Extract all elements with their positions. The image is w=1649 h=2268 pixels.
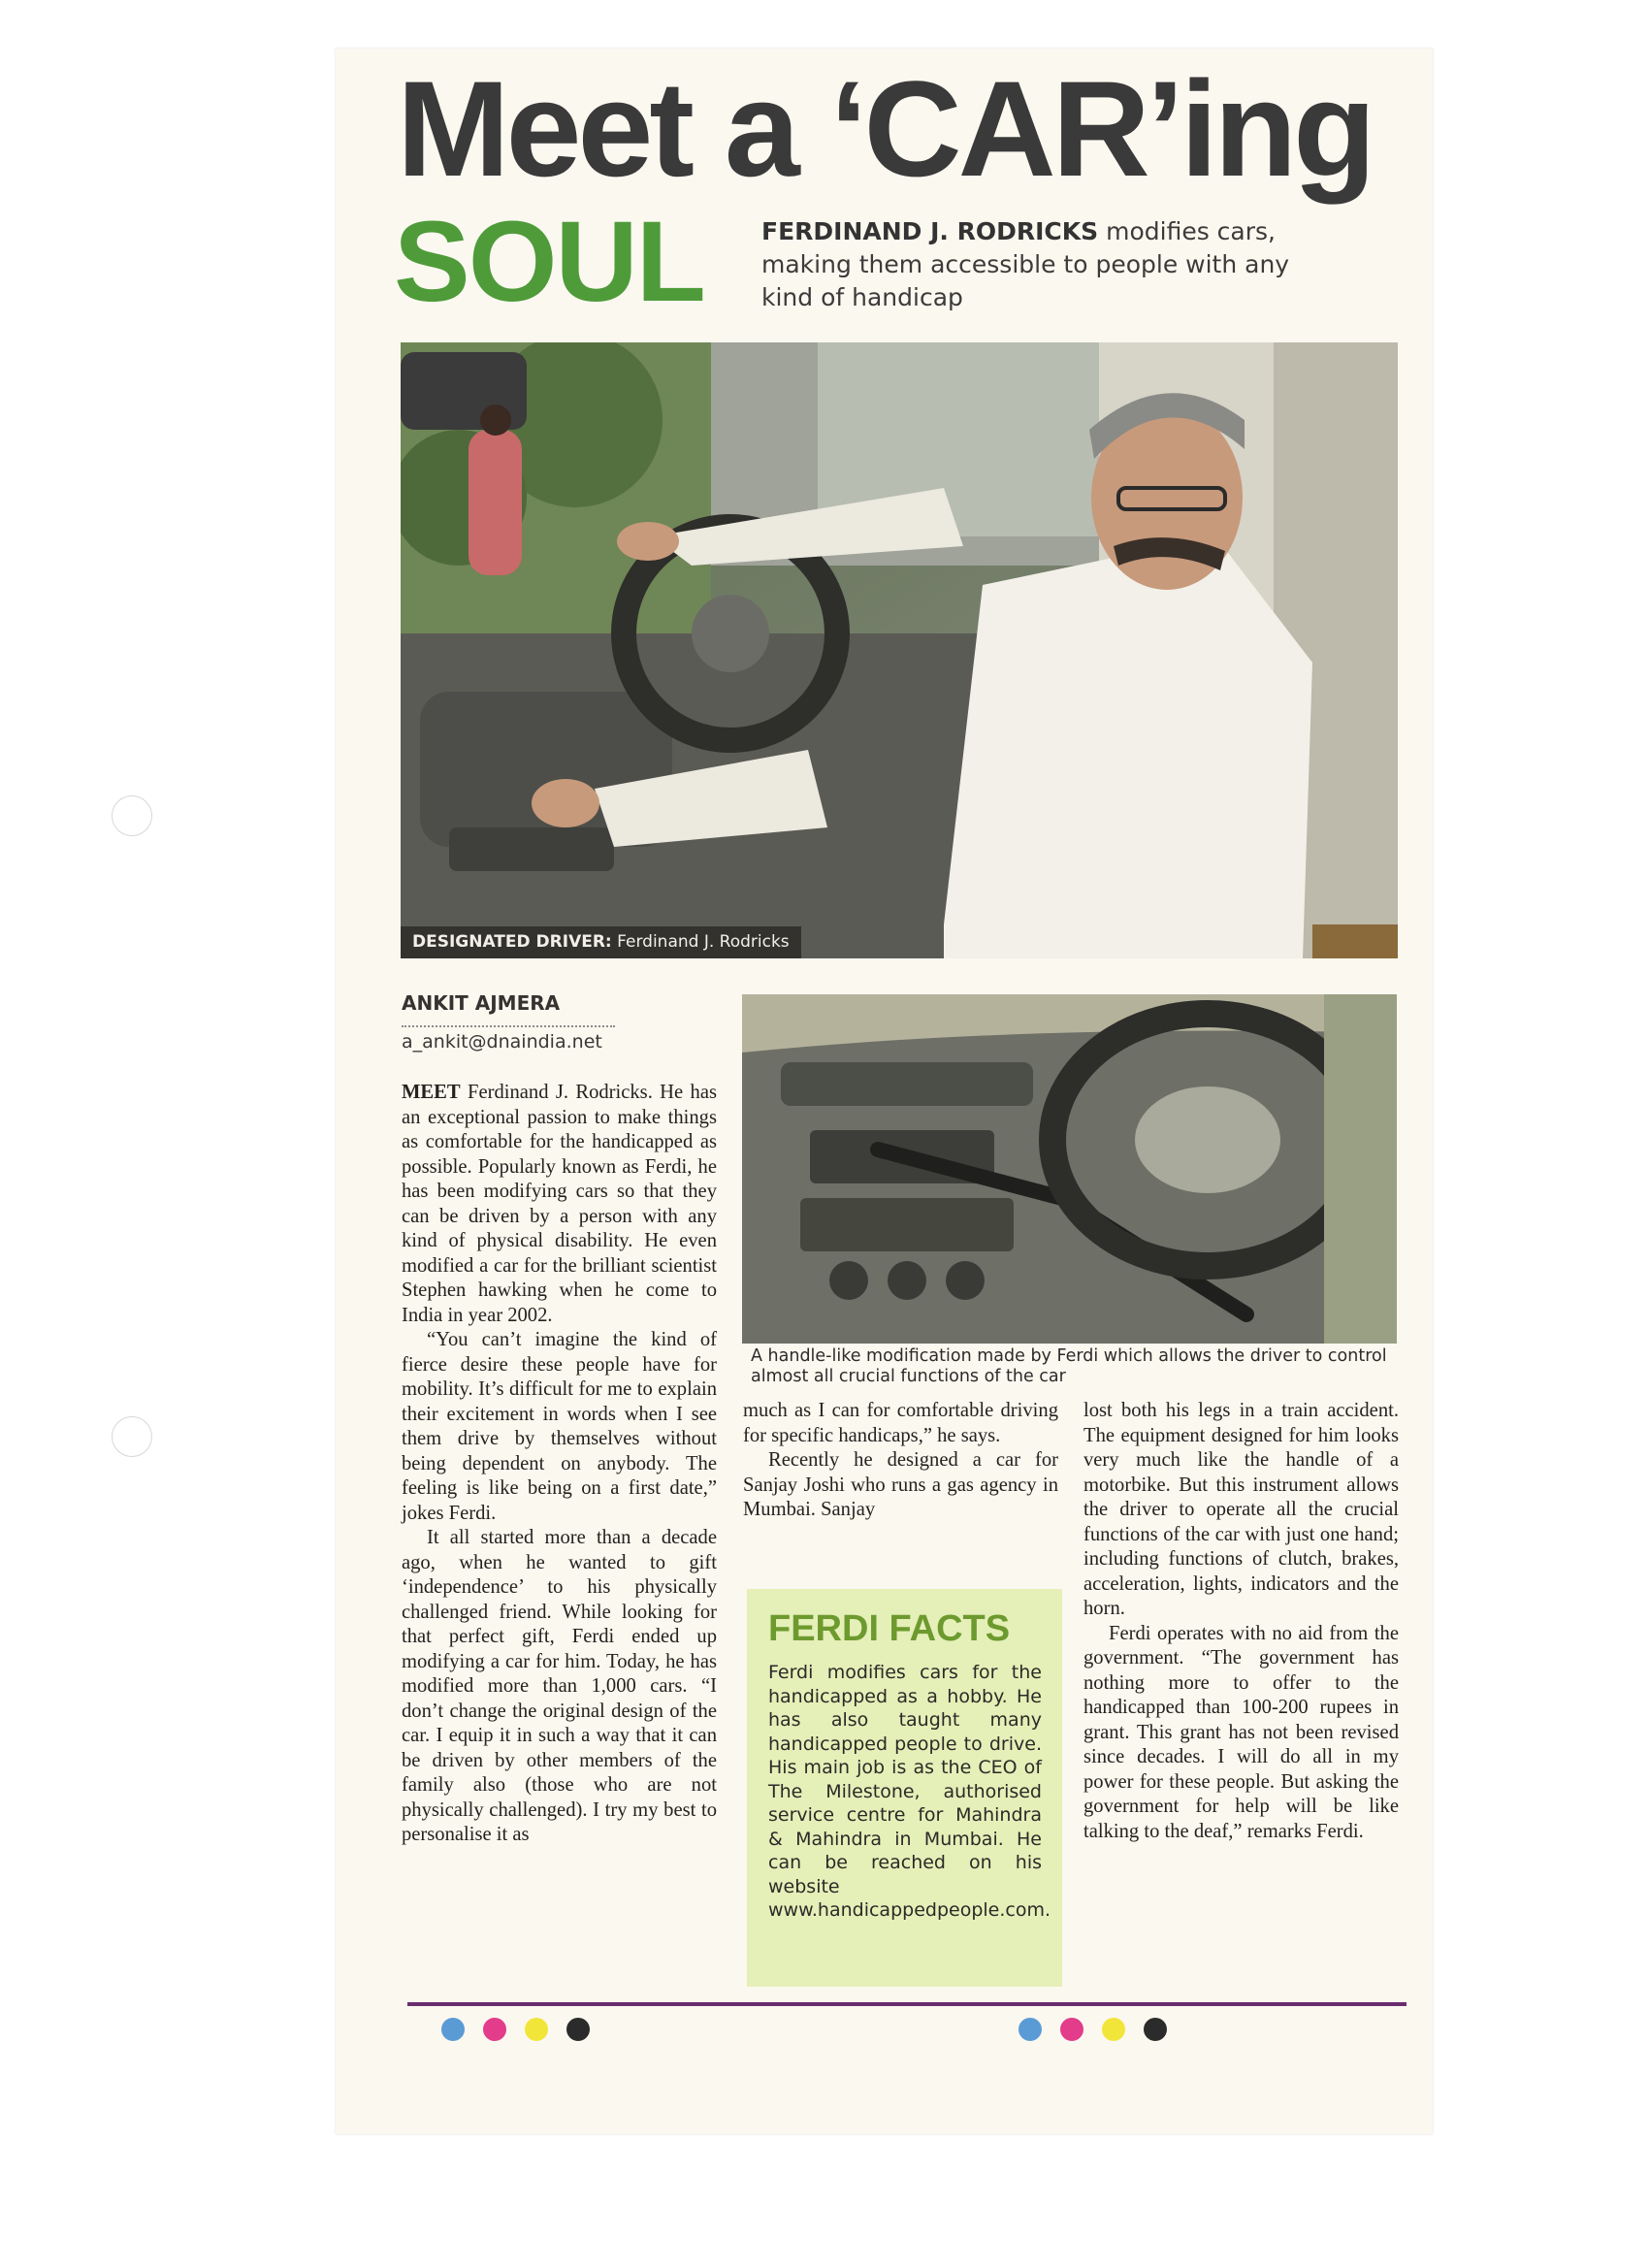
registration-dot-magenta <box>1060 2018 1083 2041</box>
paragraph: It all started more than a decade ago, when he wanted to gift ‘independence’ to his physically challenged friend. While looking for that perfect gift, Ferdi ended up modifying a car for him. Today, he has modified more than 1,000 cars. “I don’t change the original design of the car. I equip it in such a way that it can be driven by other members of the family also (those who are not physically challenged). I try my best to personalise it as <box>402 1527 717 1845</box>
second-photo-illustration <box>742 994 1397 1344</box>
paragraph <box>402 1081 717 1328</box>
registration-dot-magenta <box>483 2018 506 2041</box>
registration-dot-blue <box>441 2018 465 2041</box>
article-column-1 <box>402 1081 717 1848</box>
main-photo-caption <box>401 926 801 958</box>
paragraph-text: Ferdinand J. Rodricks. He has an exceptional passion to make things as comfortable for the handicapped as possible. Popularly known as Ferdi, he has been modifying cars so that they can be driven by a person with any kind of physical disability. He even modified a car for the brilliant scientist Stephen hawking when he come to India in year 2002. <box>402 1082 717 1326</box>
article-column-3 <box>1083 1399 1399 1844</box>
deck-subheading <box>761 215 1305 314</box>
facts-body: Ferdi modifies cars for the handicapped as a hobby. He has also taught many handicapped people to drive. His main job is as the CEO of The Milestone, authorised service centre for Mahindra & Mahindra in Mumbai. He can be reached on his website www.handicappedpeople.com. <box>768 1662 1051 1921</box>
paragraph: lost both his legs in a train accident. The equipment designed for him looks very much like the handle of a motorbike. But this instrument allows the driver to operate all the crucial functions of the car with just one hand; including functions of clutch, brakes, acceleration, lights, indicators and the horn. <box>1083 1400 1399 1619</box>
bottom-rule <box>407 2002 1406 2006</box>
caption-label: DESIGNATED DRIVER: <box>412 932 612 952</box>
registration-dot-black <box>1144 2018 1167 2041</box>
paragraph: Recently he designed a car for Sanjay Joshi who runs a gas agency in Mumbai. Sanjay <box>743 1449 1058 1520</box>
paragraph: Ferdi operates with no aid from the government. “The government has nothing more to offer to the handicapped than 100-200 rupees in grant. This grant has not been revised since decades. I will do all in my power for these people. But asking the government for help will be like talking to the deaf,” remarks Ferdi. <box>1083 1622 1399 1842</box>
registration-dot-blue <box>1018 2018 1042 2041</box>
second-photo-caption: A handle-like modification made by Ferdi which allows the driver to control almost all crucial functions of the car <box>751 1346 1387 1386</box>
registration-dot-yellow <box>1102 2018 1125 2041</box>
second-photo <box>742 994 1397 1344</box>
punch-hole <box>112 795 152 836</box>
paragraph: much as I can for comfortable driving for specific handicaps,” he says. <box>743 1400 1058 1446</box>
deck-text: modifies cars, making them accessible to people with any kind of handicap <box>761 217 1290 311</box>
registration-dot-black <box>566 2018 590 2041</box>
main-photo <box>401 342 1398 958</box>
author-email: a_ankit@dnaindia.net <box>402 1025 615 1053</box>
headline-soul: SOUL <box>394 198 704 326</box>
main-photo-illustration <box>401 342 1398 958</box>
facts-title: FERDI FACTS <box>768 1608 1011 1649</box>
deck-name: FERDINAND J. RODRICKS <box>761 217 1099 245</box>
headline: Meet a ‘CAR’ing <box>397 52 1373 205</box>
caption-text: Ferdinand J. Rodricks <box>611 932 790 952</box>
punch-hole <box>112 1416 152 1457</box>
lead-word: MEET <box>402 1082 461 1103</box>
article-column-2 <box>743 1399 1058 1523</box>
paragraph: “You can’t imagine the kind of fierce desire these people have for mobility. It’s difficult for me to explain their excitement in words when I see them drive by themselves without being dependent on anybody. The feeling is like being on a first date,” jokes Ferdi. <box>402 1329 717 1524</box>
registration-dot-yellow <box>525 2018 548 2041</box>
ferdi-facts-box <box>747 1589 1062 1987</box>
author-name: ANKIT AJMERA <box>402 991 561 1015</box>
